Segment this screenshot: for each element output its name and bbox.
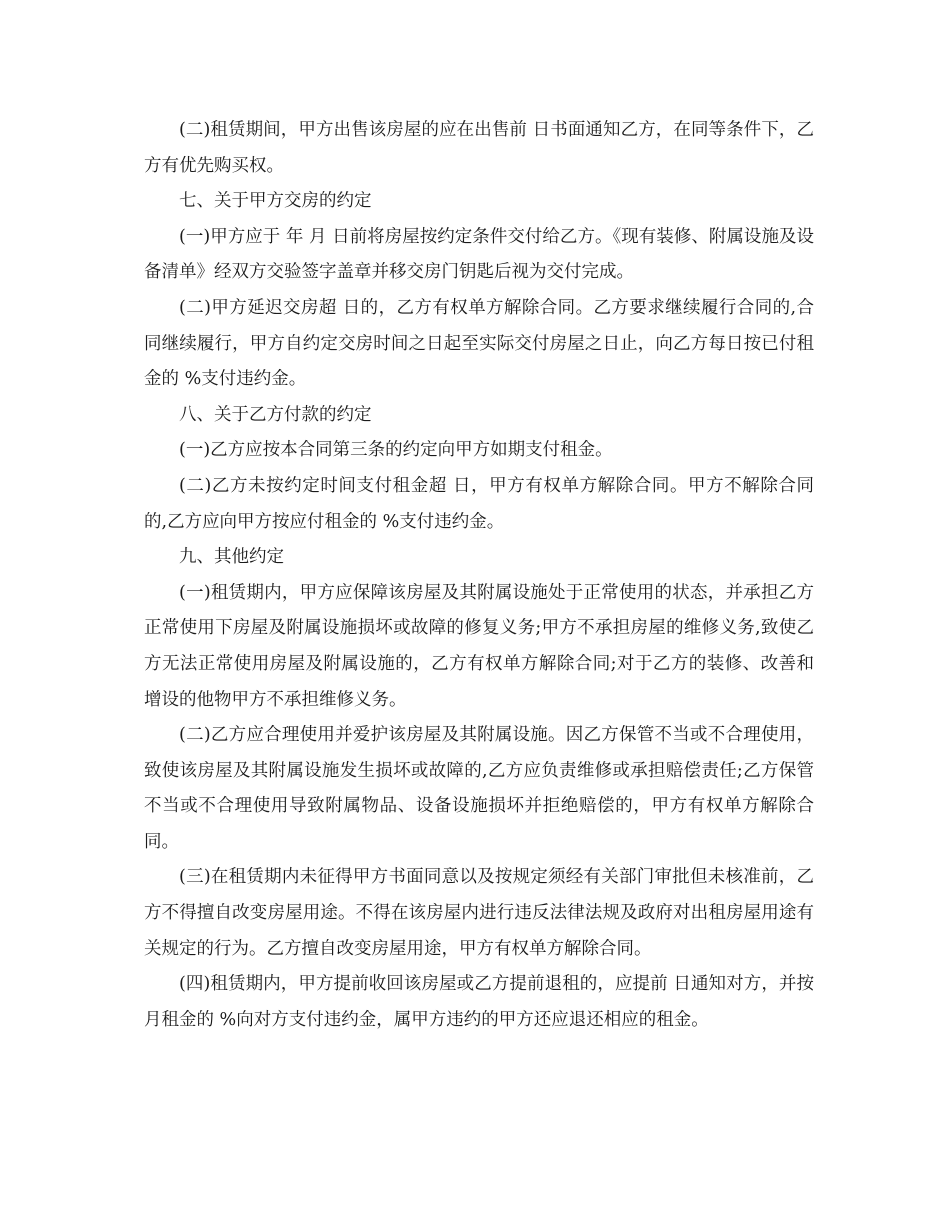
section-heading-8: 八、关于乙方付款的约定 <box>179 404 372 425</box>
paragraph-payment-delay: (二)乙方未按约定时间支付租金超 日，甲方有权单方解除合同。甲方不解除合同的,乙方应向甲方按应付租金的 %支付违约金。 <box>144 475 814 532</box>
section-heading-7: 七、关于甲方交房的约定 <box>179 191 372 212</box>
paragraph-maintenance: (一)租赁期内，甲方应保障该房屋及其附属设施处于正常使用的状态，并承担乙方正常使用下房屋及附属设施损坏或故障的修复义务;甲方不承担房屋的维修义务,致使乙方无法正常使用房屋及附属设施的，乙方有权单方解除合同;对于乙方的装修、改善和增设的他物甲方不承担维修义务。 <box>144 582 814 710</box>
paragraph-delivery-date: (一)甲方应于 年 月 日前将房屋按约定条件交付给乙方。《现有装修、附属设施及设备清单》经双方交验签字盖章并移交房门钥匙后视为交付完成。 <box>144 226 814 283</box>
paragraph-presale-notice: (二)租赁期间，甲方出售该房屋的应在出售前 日书面通知乙方，在同等条件下，乙方有优先购买权。 <box>144 120 814 176</box>
paragraph-proper-use: (二)乙方应合理使用并爱护该房屋及其附属设施。因乙方保管不当或不合理使用，致使该房屋及其附属设施发生损坏或故障的,乙方应负责维修或承担赔偿责任;乙方保管不当或不合理使用导致附属物品、设备设施损坏并拒绝赔偿的，甲方有权单方解除合同。 <box>144 725 814 852</box>
section-heading-9: 九、其他约定 <box>179 547 284 568</box>
paragraph-rent-payment: (一)乙方应按本合同第三条的约定向甲方如期支付租金。 <box>179 440 613 461</box>
paragraph-change-of-use: (三)在租赁期内未征得甲方书面同意以及按规定须经有关部门审批但未核准前，乙方不得擅自改变房屋用途。不得在该房屋内进行违反法律法规及政府对出租房屋用途有关规定的行为。乙方擅自改变房屋用途，甲方有权单方解除合同。 <box>144 867 814 959</box>
paragraph-early-termination: (四)租赁期内，甲方提前收回该房屋或乙方提前退租的，应提前 日通知对方，并按月租金的 %向对方支付违约金，属甲方违约的甲方还应退还相应的租金。 <box>144 974 814 1030</box>
paragraph-delivery-delay: (二)甲方延迟交房超 日的，乙方有权单方解除合同。乙方要求继续履行合同的,合同继续履行，甲方自约定交房时间之日起至实际交付房屋之日止，向乙方每日按已付租金的 %支付违约金。 <box>144 297 814 390</box>
document-body <box>144 113 814 1038</box>
